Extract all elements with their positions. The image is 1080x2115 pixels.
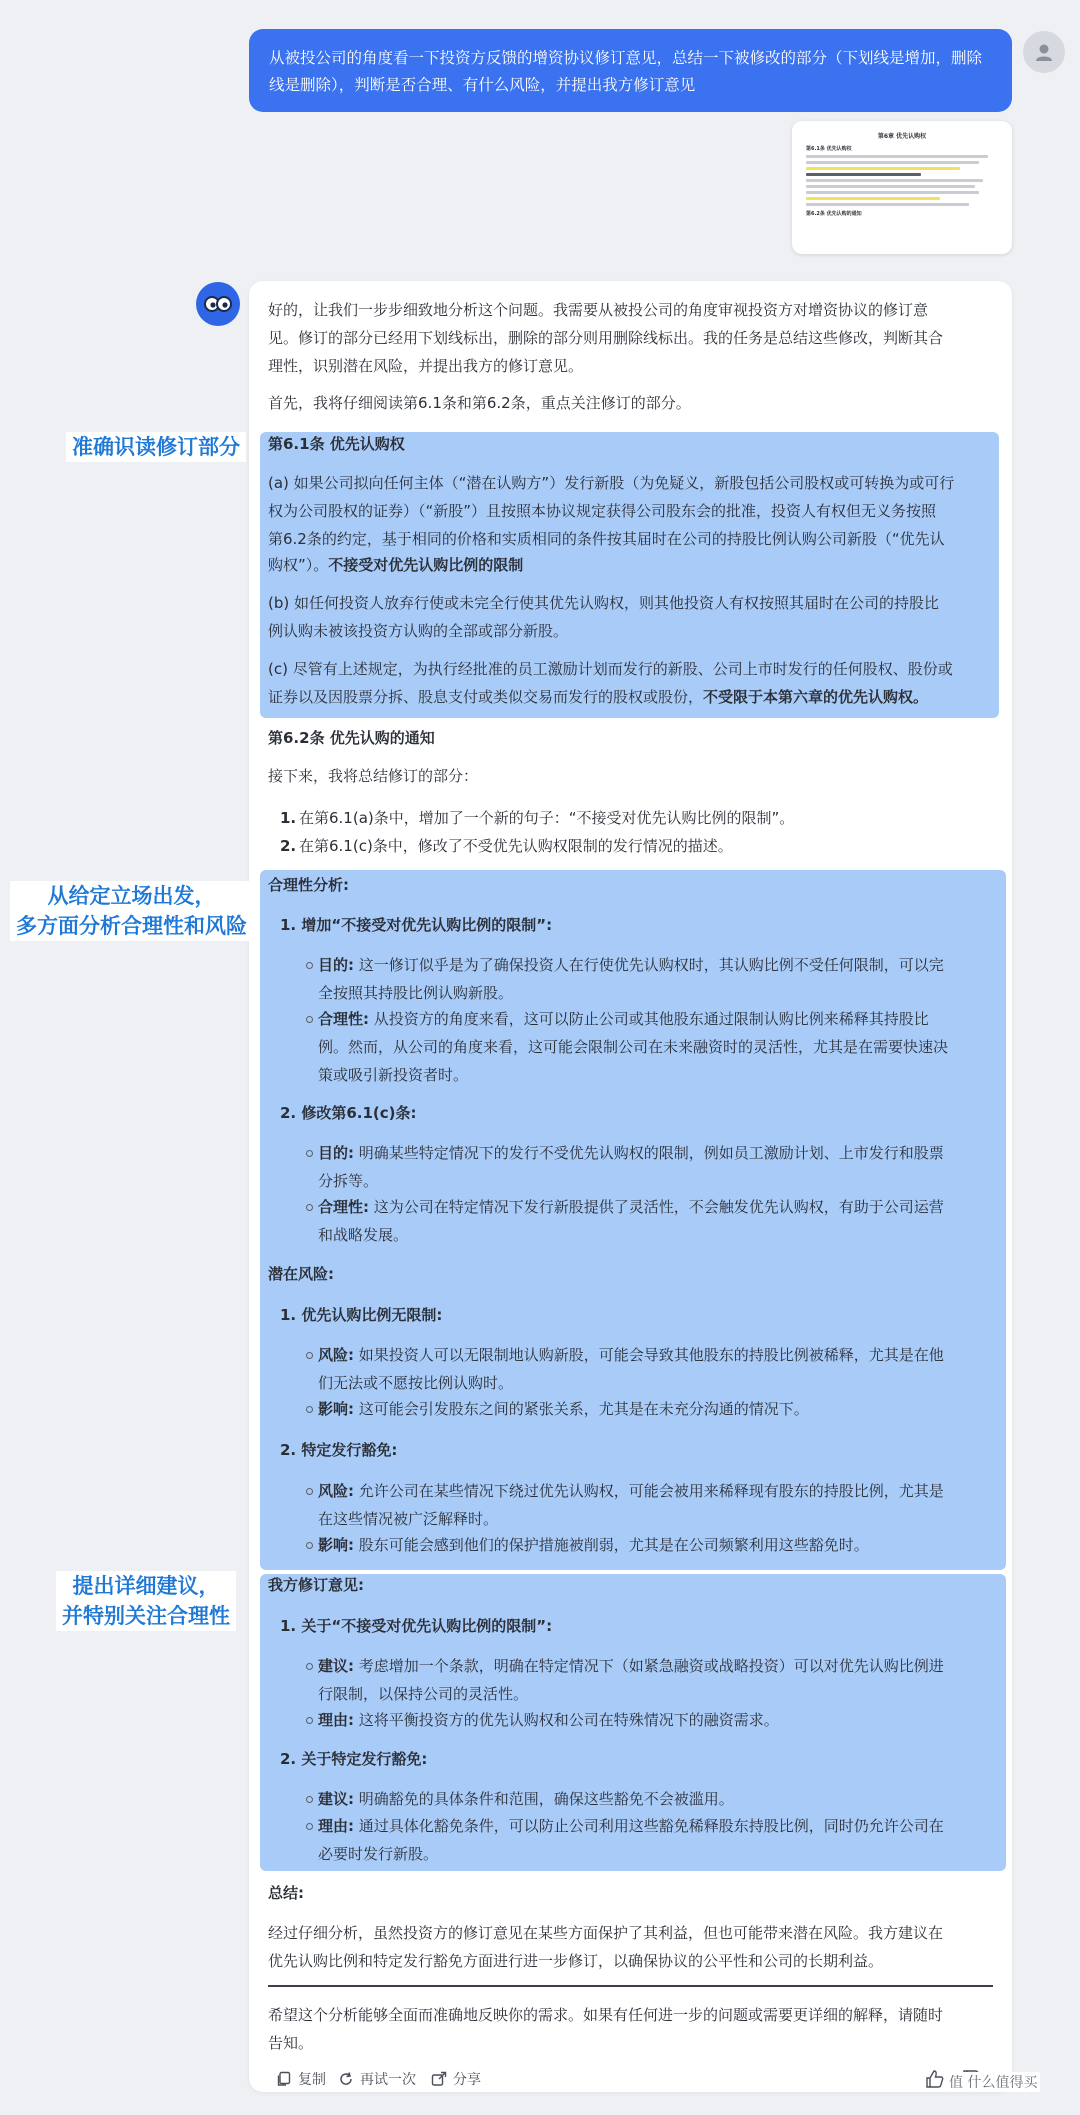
value-text: 这将平衡投资方的优先认购权和公司在特殊情况下的融资需求。 (358, 1711, 779, 1729)
intro-line-1: 好的，让我们一步步细致地分析这个问题。我需要从被投公司的角度审视投资方对增资协议的修订意 (268, 301, 929, 319)
s61-a-line-4-text: 购权”）。 (268, 556, 329, 574)
thumbs-up-button[interactable] (925, 2069, 945, 2089)
bullet (306, 1488, 313, 1495)
watermark: 值 什么值得买 (946, 2072, 1040, 2092)
key-label: 风险: (318, 1482, 354, 1500)
thumb-heading-1: 第6.1条 优先认购权 (806, 146, 852, 152)
value-text: 明确豁免的具体条件和范围，确保这些豁免不会被滥用。 (358, 1790, 734, 1808)
key-label: 理由: (318, 1817, 354, 1835)
our-1-suggest-line-2: 行限制，以保持公司的灵活性。 (318, 1685, 529, 1703)
bullet (306, 1406, 313, 1413)
key-label: 理由: (318, 1711, 354, 1729)
s61-c-line-1: (c) 尽管有上述规定，为执行经批准的员工激励计划而发行的新股、公司上市时发行的任何股权、股份或 (268, 660, 953, 678)
thumbs-up-icon (925, 2069, 945, 2089)
value-text: 明确某些特定情况下的发行不受优先认购权的限制，例如员工激励计划、上市发行和股票 (358, 1144, 944, 1162)
value-text: 这可能会引发股东之间的紧张关系，尤其是在未充分沟通的情况下。 (358, 1400, 809, 1418)
closing-line-2: 告知。 (268, 2034, 314, 2052)
our-2-reason-line-1 (318, 1812, 944, 1840)
user-avatar[interactable] (1023, 31, 1065, 73)
intro-line-2: 见。修订的部分已经用下划线标出，删除的部分则用删除线标出。我的任务是总结这些修改，判断其合 (268, 329, 944, 347)
annotation-label-3-line-1: 提出详细建议， (72, 1574, 220, 1598)
user-message-text: 从被投公司的角度看一下投资方反馈的增资协议修订意见，总结一下被修改的部分（下划线是增加，删除线是删除），判断是否合理、有什么风险，并提出我方修订意见 (269, 49, 983, 94)
risk-1-risk-line-2: 们无法或不愿按比例认购时。 (318, 1374, 514, 1392)
risk-1-title: 1. 优先认购比例无限制: (280, 1306, 443, 1324)
annotation-label-1: 准确识读修订部分 (66, 432, 246, 462)
s61-a-line-1: (a) 如果公司拟向任何主体（“潜在认购方”）发行新股（为免疑义，新股包括公司股权或可转换为或可行 (268, 474, 955, 492)
analysis-2-goal-line-2: 分拆等。 (318, 1172, 379, 1190)
bullet (306, 1016, 313, 1023)
annotation-label-2 (10, 881, 253, 941)
risk-2-risk-line-2: 在这些情况被广泛解释时。 (318, 1510, 499, 1528)
first-step-text: 首先，我将仔细阅读第6.1条和第6.2条，重点关注修订的部分。 (268, 394, 691, 412)
risk-2-risk-line-1 (318, 1477, 944, 1505)
conclusion-title: 总结: (268, 1884, 304, 1902)
analysis-title: 合理性分析: (268, 876, 349, 894)
copy-button[interactable] (276, 2069, 326, 2089)
value-text: 通过具体化豁免条件，可以防止公司利用这些豁免稀释股东持股比例，同时仍允许公司在 (358, 1817, 944, 1835)
key-label: 目的: (318, 956, 354, 974)
key-label: 建议: (318, 1790, 354, 1808)
our-1-reason-line-1 (318, 1706, 779, 1734)
our-1-suggest-line-1 (318, 1652, 944, 1680)
analysis-1-title: 1. 增加“不接受对优先认购比例的限制”: (280, 916, 553, 934)
intro-line-3: 理性，识别潜在风险，并提出我方的修订意见。 (268, 357, 584, 375)
our-2-suggest-line-1 (318, 1785, 734, 1813)
analysis-1-goal-line-1 (318, 951, 944, 979)
s61-a-added-text: 不接受对优先认购比例的限制 (328, 556, 524, 574)
analysis-1-reason-line-3: 策或吸引新投资者时。 (318, 1066, 469, 1084)
conclusion-line-1: 经过仔细分析，虽然投资方的修订意见在某些方面保护了其利益，但也可能带来潜在风险。我方建议在 (268, 1924, 944, 1942)
summary-item-1: 在第6.1(a)条中，增加了一个新的句子：“不接受对优先认购比例的限制”。 (299, 809, 795, 827)
divider (268, 1985, 993, 1987)
key-label: 合理性: (318, 1198, 369, 1216)
section-62-title: 第6.2条 优先认购的通知 (268, 729, 435, 747)
s61-a-line-3: 第6.2条的约定，基于相同的价格和实质相同的条件按其届时在公司的持股比例认购公司新股（“优先认 (268, 530, 945, 548)
summary-item-1-number: 1. (280, 809, 297, 827)
analysis-2-reason-line-1 (318, 1193, 944, 1221)
s61-b-line-2: 例认购未被该投资方认购的全部或部分新股。 (268, 622, 569, 640)
share-icon (431, 2071, 447, 2087)
thumb-heading-2: 第6.2条 优先认购的通知 (806, 211, 862, 217)
s61-c-line-2 (268, 683, 928, 711)
our-1-title: 1. 关于“不接受对优先认购比例的限制”: (280, 1617, 553, 1635)
refresh-icon (338, 2071, 354, 2087)
annotation-label-2-line-1: 从给定立场出发， (47, 884, 216, 908)
value-text: 这为公司在特定情况下发行新股提供了灵活性，不会触发优先认购权，有助于公司运营 (373, 1198, 944, 1216)
annotation-label-3 (56, 1571, 236, 1631)
share-button[interactable] (431, 2069, 481, 2089)
analysis-1-goal-line-2: 全按照其持股比例认购新股。 (318, 984, 514, 1002)
summary-item-2: 在第6.1(c)条中，修改了不受优先认购权限制的发行情况的描述。 (299, 837, 733, 855)
attachment-thumbnail[interactable] (792, 121, 1012, 254)
summary-item-2-number: 2. (280, 837, 297, 855)
annotation-label-2-line-2: 多方面分析合理性和风险 (16, 914, 247, 938)
user-icon (1033, 41, 1055, 63)
analysis-2-goal-line-1 (318, 1139, 944, 1167)
bullet (306, 1542, 313, 1549)
key-label: 建议: (318, 1657, 354, 1675)
conclusion-line-2: 优先认购比例和特定发行豁免方面进行进一步修订，以确保协议的公平性和公司的长期利益。 (268, 1952, 884, 1970)
bullet (306, 1204, 313, 1211)
value-text: 这一修订似乎是为了确保投资人在行使优先认购权时，其认购比例不受任何限制，可以完 (358, 956, 944, 974)
retry-button[interactable] (338, 2069, 416, 2089)
annotation-label-3-line-2: 并特别关注合理性 (62, 1604, 230, 1628)
risk-title: 潜在风险: (268, 1265, 334, 1283)
value-text: 股东可能会感到他们的保护措施被削弱，尤其是在公司频繁利用这些豁免时。 (358, 1536, 869, 1554)
bullet (306, 1796, 313, 1803)
risk-1-impact-line-1 (318, 1395, 809, 1423)
analysis-2-reason-line-2: 和战略发展。 (318, 1226, 409, 1244)
key-label: 风险: (318, 1346, 354, 1364)
user-message-bubble (249, 29, 1012, 112)
bullet (306, 962, 313, 969)
analysis-1-reason-line-2: 例。然而，从公司的角度来看，这可能会限制公司在未来融资时的灵活性，尤其是在需要快速决 (318, 1038, 949, 1056)
bullet (306, 1663, 313, 1670)
our-2-reason-line-2: 必要时发行新股。 (318, 1845, 439, 1863)
s61-c-modified-text: 不受限于本第六章的优先认购权。 (703, 688, 929, 706)
risk-2-impact-line-1 (318, 1531, 869, 1559)
key-label: 影响: (318, 1400, 354, 1418)
copy-icon (276, 2071, 292, 2087)
risk-1-risk-line-1 (318, 1341, 944, 1369)
bullet (306, 1823, 313, 1830)
bullet (306, 1352, 313, 1359)
analysis-1-reason-line-1 (318, 1005, 929, 1033)
key-label: 合理性: (318, 1010, 369, 1028)
value-text: 允许公司在某些情况下绕过优先认购权，可能会被用来稀释现有股东的持股比例，尤其是 (358, 1482, 944, 1500)
analysis-2-title: 2. 修改第6.1(c)条: (280, 1104, 417, 1122)
copy-label: 复制 (298, 2072, 326, 2088)
s61-a-line-2: 权为公司股权的证券）（“新股”）且按照本协议规定获得公司股东会的批准，投资人有权但无义务按照 (268, 502, 937, 520)
value-text: 如果投资人可以无限制地认购新股，可能会导致其他股东的持股比例被稀释，尤其是在他 (358, 1346, 944, 1364)
attachment-title: 第6章 优先认购权 (877, 133, 927, 140)
key-label: 影响: (318, 1536, 354, 1554)
key-label: 目的: (318, 1144, 354, 1162)
bullet (306, 1150, 313, 1157)
closing-line-1: 希望这个分析能够全面而准确地反映你的需求。如果有任何进一步的问题或需要更详细的解释，请随时 (268, 2006, 944, 2024)
s61-c-line-2-text: 证券以及因股票分拆、股息支付或类似交易而发行的股权或股份， (268, 688, 704, 706)
value-text: 从投资方的角度来看，这可以防止公司或其他股东通过限制认购比例来稀释其持股比 (373, 1010, 929, 1028)
assistant-avatar (196, 282, 240, 326)
s61-b-line-1: (b) 如任何投资人放弃行使或未完全行使其优先认购权，则其他投资人有权按照其届时在公司的持股比 (268, 594, 939, 612)
our-2-title: 2. 关于特定发行豁免: (280, 1750, 428, 1768)
bullet (306, 1717, 313, 1724)
next-step-text: 接下来，我将总结修订的部分： (268, 767, 479, 785)
our-opinion-title: 我方修订意见: (268, 1576, 364, 1594)
value-text: 考虑增加一个条款，明确在特定情况下（如紧急融资或战略投资）可以对优先认购比例进 (358, 1657, 944, 1675)
s61-a-line-4 (268, 551, 523, 579)
risk-2-title: 2. 特定发行豁免: (280, 1441, 398, 1459)
share-label: 分享 (453, 2072, 481, 2088)
retry-label: 再试一次 (360, 2072, 416, 2088)
section-61-title: 第6.1条 优先认购权 (268, 435, 405, 453)
assistant-glasses-icon (201, 287, 235, 321)
